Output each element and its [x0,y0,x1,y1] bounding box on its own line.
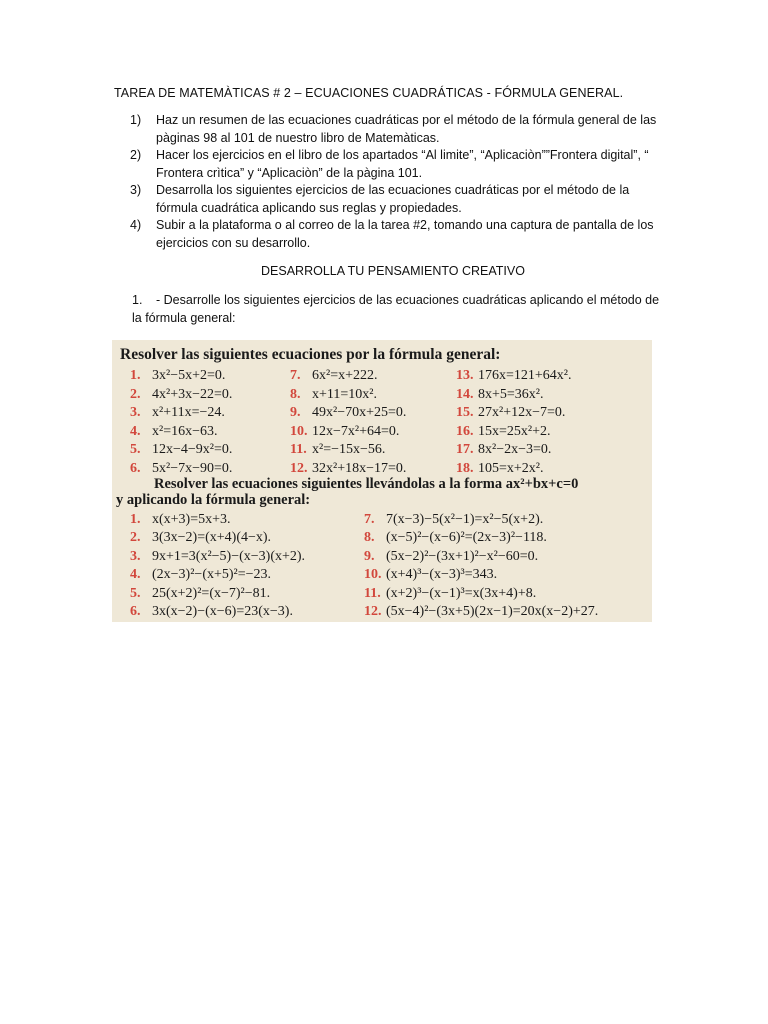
task-item [130,217,660,252]
page-title: TAREA DE MATEMÀTICAS # 2 – ECUACIONES CUADRÁTICAS - FÓRMULA GENERAL. [114,86,624,100]
group2-equation [364,512,543,528]
exercise-number: 9. [290,405,301,421]
task-number: 2) [130,148,142,162]
group1-equation [456,387,544,403]
equation-text: (x+2)³−(x−1)³=x(3x+4)+8. [386,585,537,601]
group1-equation [290,442,385,458]
exercise-number: 11. [290,442,307,458]
exercise-number: 10. [364,567,382,583]
equation-text: 12x−7x²+64=0. [312,423,400,439]
exercise-number: 1. [130,368,141,383]
group2-equation [130,512,231,528]
group2-equation [364,604,598,620]
exercise-number: 7. [290,368,301,383]
equation-text: 5x²−7x−90=0. [152,461,233,476]
scan-heading-2-line-2: y aplicando la fórmula general: [116,492,311,508]
exercise-number: 13. [456,368,474,383]
equation-text: 176x=121+64x². [478,368,572,383]
exercise-number: 17. [456,442,474,458]
exercise-number: 10. [290,423,308,439]
equation-text: x²=−15x−56. [312,442,386,458]
group1-equation [130,442,232,458]
scan-heading-1: Resolver las siguientes ecuaciones por la fórmula general: [120,346,501,363]
exercise-number: 2. [130,530,141,546]
equation-text: 3x(x−2)−(x−6)=23(x−3). [152,604,293,619]
equation-text: 9x+1=3(x²−5)−(x−3)(x+2). [152,548,306,564]
equation-text: (5x−4)²−(3x+5)(2x−1)=20x(x−2)+27. [386,604,599,619]
exercise-intro-number: 1. [132,293,143,307]
group1-equation [290,461,406,477]
exercise-number: 6. [130,461,141,476]
equation-text: 3(3x−2)=(x+4)(4−x). [152,530,272,546]
equation-text: x+11=10x². [312,386,377,402]
group1-equation [130,368,225,384]
exercise-number: 3. [130,548,141,564]
section-heading: DESARROLLA TU PENSAMIENTO CREATIVO [261,264,525,278]
scan-heading-2-line-1: Resolver las ecuaciones siguientes llevándolas a la forma ax²+bx+c=0 [154,476,579,492]
scanned-exercise-image [112,340,652,622]
exercise-number: 3. [130,405,141,421]
exercise-number: 18. [456,461,474,476]
equation-text: x²=16x−63. [152,423,218,439]
equation-text: (5x−2)²−(3x+1)²−x²−60=0. [386,548,539,564]
exercise-number: 12. [290,461,308,476]
group2-equation [364,549,538,565]
group1-equation [130,424,218,440]
equation-text: 15x=25x²+2. [478,423,551,439]
equation-text: 8x²−2x−3=0. [478,442,552,458]
group1-equation [456,442,551,458]
group1-equation [290,368,378,384]
exercise-number: 9. [364,548,375,564]
task-item [130,182,660,217]
task-number: 4) [130,218,142,232]
group1-equation [456,424,551,440]
exercise-number: 8. [364,530,375,546]
exercise-intro [132,292,660,327]
group2-equation [364,567,497,583]
task-number: 3) [130,183,142,197]
task-text: Desarrolla los siguientes ejercicios de las ecuaciones cuadráticas por el método de la fórmula cuadrática aplicando sus reglas y propiedades. [156,183,630,215]
equation-text: x(x+3)=5x+3. [152,512,231,527]
exercise-number: 5. [130,585,141,601]
equation-text: 3x²−5x+2=0. [152,368,226,383]
task-item [130,112,660,147]
task-item [130,147,660,182]
equation-text: (x−5)²−(x−6)²=(2x−3)²−118. [386,530,547,546]
exercise-number: 5. [130,442,141,458]
task-text: Haz un resumen de las ecuaciones cuadráticas por el método de la fórmula general de las pàginas 98 al 101 de nuestro libro de Matemàticas. [156,113,657,145]
exercise-number: 6. [130,604,141,619]
exercise-number: 11. [364,585,381,601]
exercise-number: 8. [290,386,301,402]
group2-equation [130,586,270,602]
equation-text: 32x²+18x−17=0. [312,461,407,476]
group2-equation [364,530,547,546]
group1-equation [456,405,565,421]
group2-equation [130,604,293,620]
exercise-number: 4. [130,423,141,439]
equation-text: 7(x−3)−5(x²−1)=x²−5(x+2). [386,512,544,527]
exercise-number: 2. [130,386,141,402]
group1-equation [290,424,399,440]
task-text: Hacer los ejercicios en el libro de los apartados “Al limite”, “Aplicaciòn””Frontera digital”, “ Frontera crìtica” y “Aplicaciòn” de la pàgina 101. [156,148,649,180]
group2-equation [130,567,271,583]
equation-text: (2x−3)²−(x+5)²=−23. [152,567,272,583]
exercise-number: 1. [130,512,141,527]
equation-text: x²+11x=−24. [152,405,225,421]
group1-equation [456,368,572,384]
group2-equation [130,530,271,546]
exercise-number: 12. [364,604,382,619]
equation-text: 105=x+2x². [478,461,544,476]
equation-text: 49x²−70x+25=0. [312,405,407,421]
group2-equation [364,586,536,602]
exercise-number: 7. [364,512,375,527]
group1-equation [290,387,377,403]
exercise-number: 16. [456,423,474,439]
equation-text: 27x²+12x−7=0. [478,405,566,421]
equation-text: 4x²+3x−22=0. [152,386,233,402]
exercise-number: 15. [456,405,474,421]
equation-text: 8x+5=36x². [478,386,544,402]
equation-text: 25(x+2)²=(x−7)²−81. [152,585,271,601]
exercise-number: 4. [130,567,141,583]
group1-equation [130,387,232,403]
task-number: 1) [130,113,142,127]
exercise-intro-text: - Desarrolle los siguientes ejercicios de las ecuaciones cuadráticas aplicando el método de la fórmula general: [132,293,660,325]
group2-equation [130,549,305,565]
equation-text: 12x−4−9x²=0. [152,442,233,458]
equation-text: (x+4)³−(x−3)³=343. [386,567,498,583]
group1-equation [456,461,544,477]
task-text: Subir a la plataforma o al correo de la la tarea #2, tomando una captura de pantalla de los ejercicios con su desarrollo. [156,218,654,250]
exercise-number: 14. [456,386,474,402]
group1-equation [130,405,225,421]
group1-equation [130,461,232,477]
group1-equation [290,405,406,421]
equation-text: 6x²=x+222. [312,368,378,383]
task-list [130,112,660,252]
